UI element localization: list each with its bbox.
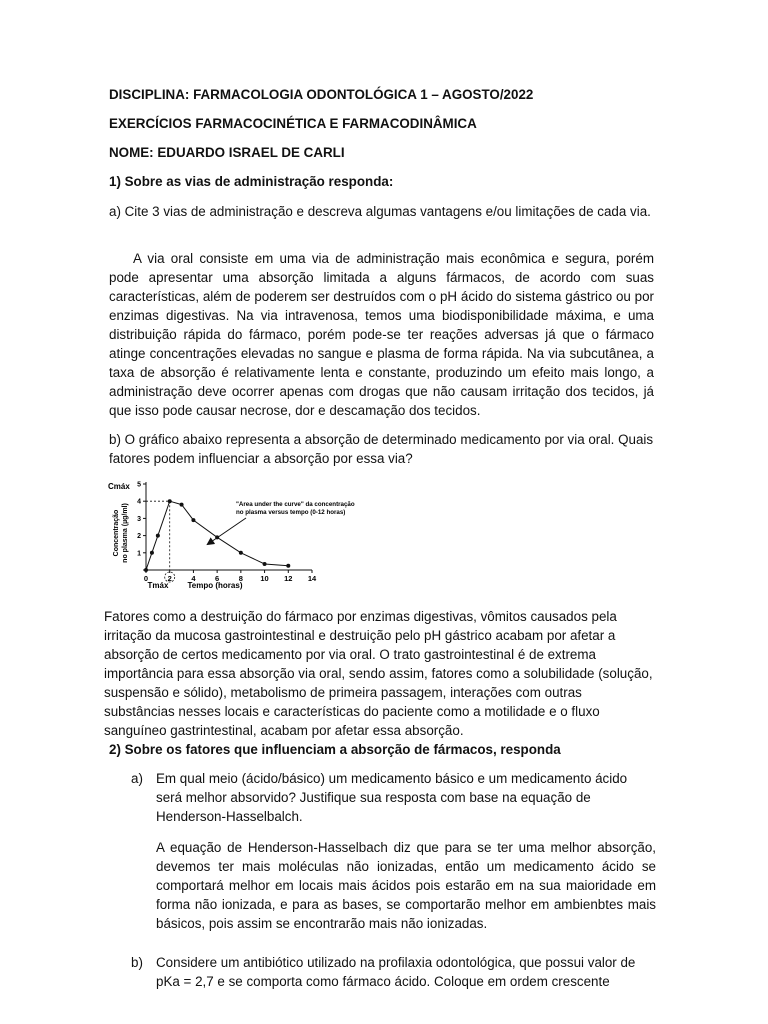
x-tick-label: 4 (191, 574, 196, 583)
y-tick-label: 4 (137, 498, 141, 506)
question-1-title: 1) Sobre as vias de administração responda: (109, 174, 394, 189)
data-point (263, 562, 267, 566)
discipline-heading: DISCIPLINA: FARMACOLOGIA ODONTOLÓGICA 1 – AGOSTO/2022 (109, 87, 534, 102)
question-1b: b) O gráfico abaixo representa a absorção de determinado medicamento por via oral. Quais fatores podem influenciar a absorção por essa via? (109, 432, 654, 466)
question-2b: Considere um antibiótico utilizado na profilaxia odontológica, que possui valor de pKa = 2,7 e se comporta como fármaco ácido. Coloque em ordem crescente (156, 955, 636, 989)
annotation-arrow (208, 518, 246, 544)
exercises-heading: EXERCÍCIOS FARMACOCINÉTICA E FARMACODINÂMICA (109, 116, 477, 131)
x-tick-label: 10 (260, 574, 269, 583)
x-tick-label: 12 (284, 574, 293, 583)
data-point (239, 551, 243, 555)
data-point (168, 499, 172, 503)
x-tick-label: 14 (307, 574, 317, 583)
x-tick-label: 2 (167, 574, 172, 583)
x-tick-label: 6 (215, 574, 220, 583)
question-1a: a) Cite 3 vias de administração e descreva algumas vantagens e/ou limitações de cada via. (109, 204, 651, 219)
data-point (156, 534, 160, 538)
y-tick-label: 2 (137, 533, 141, 541)
y-tick-label: 3 (137, 515, 141, 523)
y-axis-label-line: no plasma (µg/ml) (122, 503, 129, 563)
x-axis-label: Tempo (horas) (187, 581, 243, 590)
y-tick-label: 1 (137, 550, 141, 558)
x-tick-label: 0 (143, 574, 149, 583)
answer-2a: A equação de Henderson-Hasselbach diz que para se ter uma melhor absorção, devemos ter mais moléculas não ionizadas, então um medicamento ácido se comportará melhor em locais mais ácidos pois estarão em na sua maioridade em forma não ionizada, e para as bases, se comportarão melhor em ambienbtes mais básicos, pois assim se encontrarão mais não ionizadas. (156, 840, 656, 931)
question-2b-label: b) (131, 955, 143, 970)
data-point (180, 503, 184, 507)
student-name: NOME: EDUARDO ISRAEL DE CARLI (109, 145, 345, 160)
answer-1a: A via oral consiste em uma via de administração mais econômica e segura, porém pode apresentar uma absorção limitada a alguns fármacos, de acordo com suas características, além de poderem ser destruídos com o pH ácido do sistema gástrico ou por enzimas digestivas. Na via intravenosa, temos uma biodisponibilidade máxima, e uma distribuição rápida do fármaco, porém pode-se ter reações adversas já que o fármaco atinge concentrações elevadas no sangue e plasma de forma rápida. Na via subcutânea, a taxa de absorção é relativamente lenta e constante, produzindo um efeito mais longo, a administração deve ocorrer apenas com drogas que não causam irritação dos tecidos, já que isso pode causar necrose, dor e descamação dos tecidos. (109, 251, 654, 418)
y-axis-label (113, 503, 129, 563)
question-2a: Em qual meio (ácido/básico) um medicamento básico e um medicamento ácido será melhor absorvido? Justifique sua resposta com base na equação de Henderson-Hasselbalch. (156, 771, 628, 824)
question-2-title: 2) Sobre os fatores que influenciam a absorção de fármacos, responda (109, 742, 561, 757)
x-tick-label: 8 (238, 574, 243, 583)
y-axis-label-line: Concentração (113, 509, 120, 557)
absorption-chart (100, 478, 355, 593)
data-point (286, 564, 290, 568)
cmax-label: Cmáx (108, 482, 130, 491)
y-tick-label: 5 (137, 481, 141, 489)
answer-1b: Fatores como a destruição do fármaco por enzimas digestivas, vômitos causados pela irritação da mucosa gastrointestinal e destruição pelo pH gástrico acabam por afetar a absorção de certos medicamento por via oral. O trato gastrointestinal é de extrema importância para essa absorção via oral, sendo assim, fatores como a solubilidade (solução, suspensão e sólido), metabolismo de primeira passagem, interações com outras substâncias nesses locais e características do paciente como a motilidade e o fluxo sanguíneo gastrintestinal, acabam por afetar essa absorção. (104, 609, 653, 738)
data-point (144, 568, 148, 572)
data-point (191, 518, 195, 522)
data-point (150, 551, 154, 555)
annotation-line-1: "Area under the curve" da concentração (236, 501, 355, 508)
chart-ticks (137, 482, 317, 584)
annotation-line-2: no plasma versus tempo (0-12 horas) (236, 509, 346, 516)
tmax-label: Tmáx (147, 581, 169, 590)
question-2a-label: a) (131, 771, 143, 786)
